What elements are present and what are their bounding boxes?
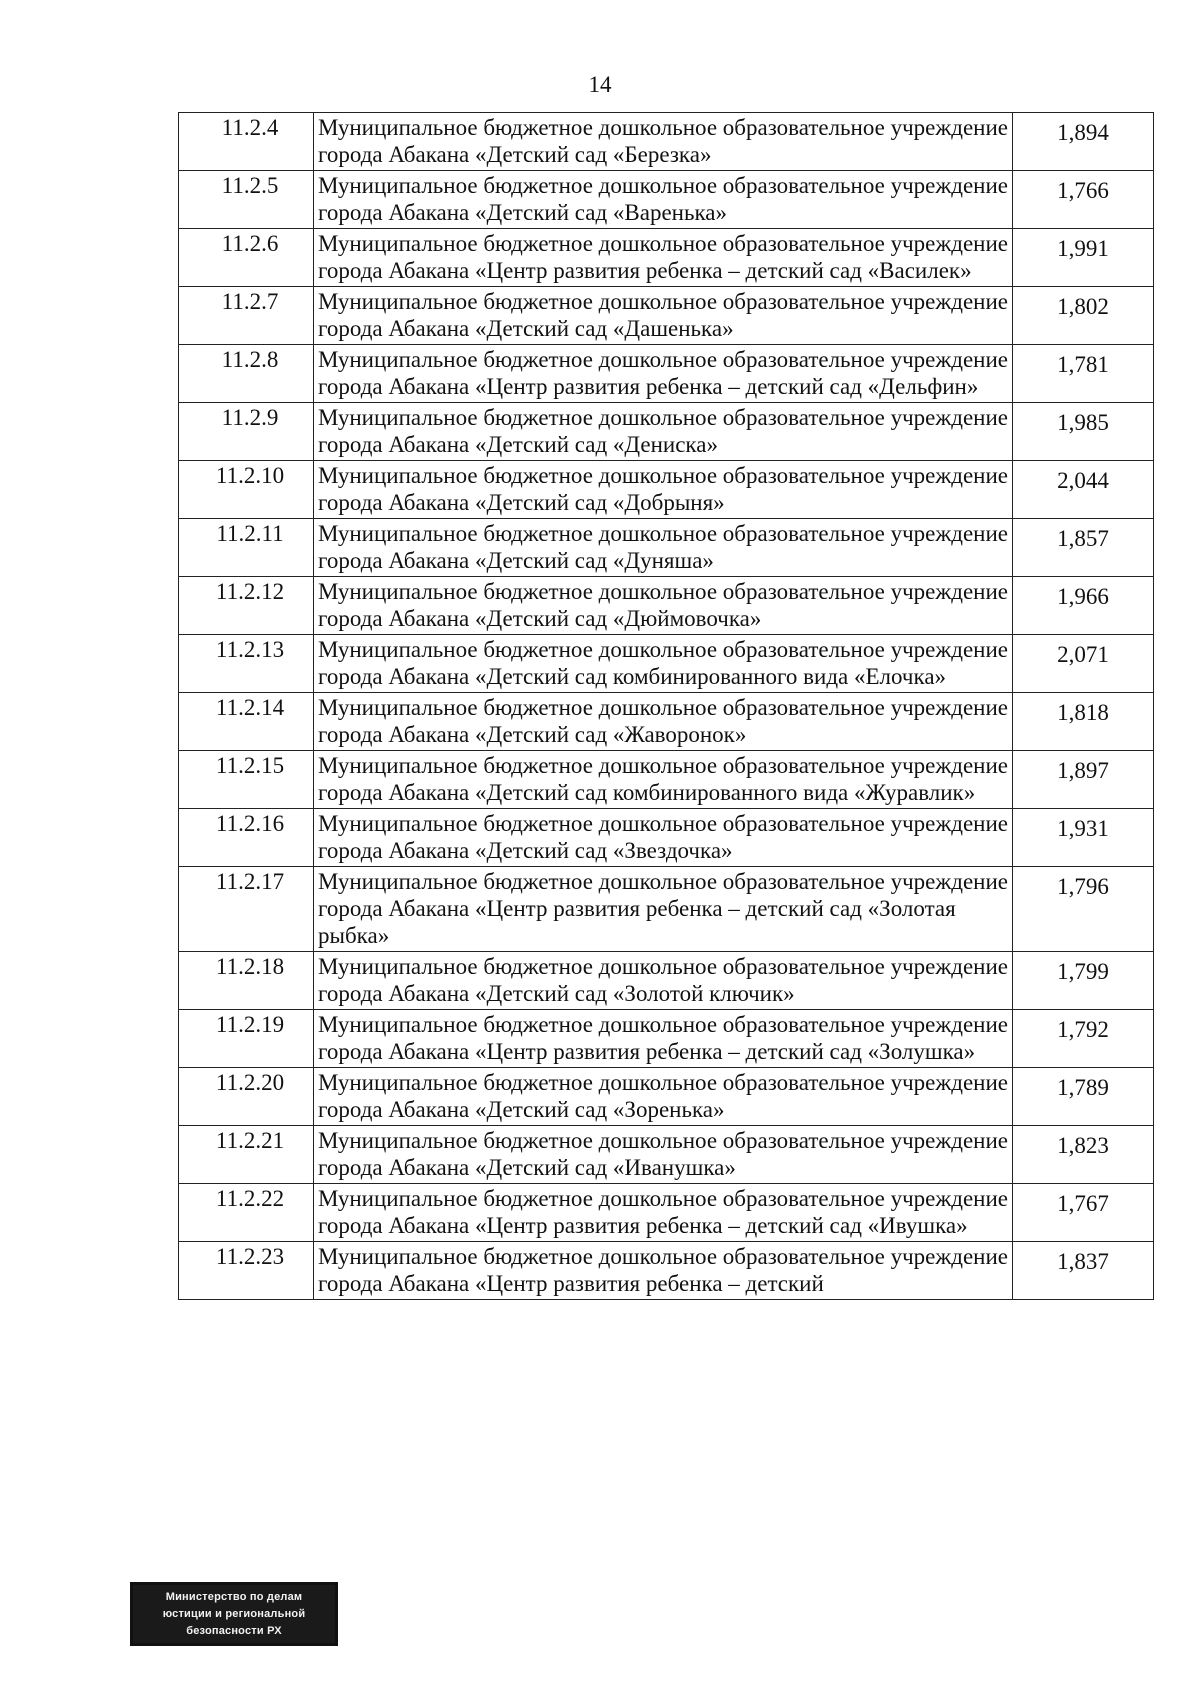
institution-name: Муниципальное бюджетное дошкольное образовательное учреждение города Абакана «Центр развития ребенка – детский: [314, 1242, 1013, 1300]
row-number: 11.2.12: [179, 577, 314, 635]
row-number: 11.2.19: [179, 1010, 314, 1068]
institution-name: Муниципальное бюджетное дошкольное образовательное учреждение города Абакана «Детский сад «Дениска»: [314, 403, 1013, 461]
table-row: [179, 809, 1154, 867]
table-row: [179, 952, 1154, 1010]
coefficient-value: 1,796: [1013, 867, 1154, 952]
coefficient-value: 1,823: [1013, 1126, 1154, 1184]
institution-name: Муниципальное бюджетное дошкольное образовательное учреждение города Абакана «Детский сад «Дюймовочка»: [314, 577, 1013, 635]
institution-name: Муниципальное бюджетное дошкольное образовательное учреждение города Абакана «Центр развития ребенка – детский сад «Золотая рыбка»: [314, 867, 1013, 952]
row-number: 11.2.23: [179, 1242, 314, 1300]
row-number: 11.2.10: [179, 461, 314, 519]
row-number: 11.2.22: [179, 1184, 314, 1242]
coefficient-value: 1,897: [1013, 751, 1154, 809]
stamp-line: юстиции и региональной: [162, 1608, 306, 1620]
table-row: [179, 635, 1154, 693]
coefficient-value: 1,966: [1013, 577, 1154, 635]
table-row: [179, 1010, 1154, 1068]
coefficient-value: 1,857: [1013, 519, 1154, 577]
row-number: 11.2.14: [179, 693, 314, 751]
coefficient-value: 1,799: [1013, 952, 1154, 1010]
table-row: [179, 867, 1154, 952]
institution-name: Муниципальное бюджетное дошкольное образовательное учреждение города Абакана «Центр развития ребенка – детский сад «Василек»: [314, 229, 1013, 287]
row-number: 11.2.21: [179, 1126, 314, 1184]
institution-name: Муниципальное бюджетное дошкольное образовательное учреждение города Абакана «Детский сад «Добрыня»: [314, 461, 1013, 519]
coefficient-value: 1,792: [1013, 1010, 1154, 1068]
row-number: 11.2.17: [179, 867, 314, 952]
institution-name: Муниципальное бюджетное дошкольное образовательное учреждение города Абакана «Детский сад «Зоренька»: [314, 1068, 1013, 1126]
table-row: [179, 1242, 1154, 1300]
table-row: [179, 751, 1154, 809]
row-number: 11.2.5: [179, 171, 314, 229]
table-row: [179, 1068, 1154, 1126]
table-row: [179, 577, 1154, 635]
table-row: [179, 229, 1154, 287]
institution-name: Муниципальное бюджетное дошкольное образовательное учреждение города Абакана «Детский сад комбинированного вида «Елочка»: [314, 635, 1013, 693]
coefficient-value: 2,071: [1013, 635, 1154, 693]
row-number: 11.2.15: [179, 751, 314, 809]
table-row: [179, 403, 1154, 461]
institutions-table: [178, 112, 1154, 1300]
row-number: 11.2.6: [179, 229, 314, 287]
coefficient-value: 1,781: [1013, 345, 1154, 403]
institution-name: Муниципальное бюджетное дошкольное образовательное учреждение города Абакана «Детский сад «Звездочка»: [314, 809, 1013, 867]
table-row: [179, 113, 1154, 171]
page-number: 14: [588, 72, 612, 97]
row-number: 11.2.4: [179, 113, 314, 171]
institution-name: Муниципальное бюджетное дошкольное образовательное учреждение города Абакана «Детский сад «Иванушка»: [314, 1126, 1013, 1184]
row-number: 11.2.7: [179, 287, 314, 345]
institution-name: Муниципальное бюджетное дошкольное образовательное учреждение города Абакана «Детский сад «Березка»: [314, 113, 1013, 171]
institution-name: Муниципальное бюджетное дошкольное образовательное учреждение города Абакана «Детский сад комбинированного вида «Журавлик»: [314, 751, 1013, 809]
coefficient-value: 1,837: [1013, 1242, 1154, 1300]
table-row: [179, 287, 1154, 345]
coefficient-value: 2,044: [1013, 461, 1154, 519]
stamp-line: безопасности РХ: [186, 1625, 282, 1637]
stamp-line: Министерство по делам: [165, 1591, 303, 1603]
coefficient-value: 1,802: [1013, 287, 1154, 345]
ministry-stamp: [130, 1582, 338, 1646]
coefficient-value: 1,818: [1013, 693, 1154, 751]
row-number: 11.2.11: [179, 519, 314, 577]
table-row: [179, 693, 1154, 751]
table-row: [179, 345, 1154, 403]
coefficient-value: 1,985: [1013, 403, 1154, 461]
row-number: 11.2.8: [179, 345, 314, 403]
institution-name: Муниципальное бюджетное дошкольное образовательное учреждение города Абакана «Центр развития ребенка – детский сад «Дельфин»: [314, 345, 1013, 403]
institution-name: Муниципальное бюджетное дошкольное образовательное учреждение города Абакана «Детский сад «Дуняша»: [314, 519, 1013, 577]
table-row: [179, 1184, 1154, 1242]
institution-name: Муниципальное бюджетное дошкольное образовательное учреждение города Абакана «Детский сад «Дашенька»: [314, 287, 1013, 345]
institution-name: Муниципальное бюджетное дошкольное образовательное учреждение города Абакана «Детский сад «Золотой ключик»: [314, 952, 1013, 1010]
table-row: [179, 1126, 1154, 1184]
table-row: [179, 171, 1154, 229]
table-body: [179, 113, 1154, 1300]
row-number: 11.2.16: [179, 809, 314, 867]
row-number: 11.2.20: [179, 1068, 314, 1126]
coefficient-value: 1,894: [1013, 113, 1154, 171]
row-number: 11.2.13: [179, 635, 314, 693]
row-number: 11.2.9: [179, 403, 314, 461]
institution-name: Муниципальное бюджетное дошкольное образовательное учреждение города Абакана «Детский сад «Жаворонок»: [314, 693, 1013, 751]
coefficient-value: 1,767: [1013, 1184, 1154, 1242]
institution-name: Муниципальное бюджетное дошкольное образовательное учреждение города Абакана «Центр развития ребенка – детский сад «Ивушка»: [314, 1184, 1013, 1242]
coefficient-value: 1,991: [1013, 229, 1154, 287]
table-row: [179, 519, 1154, 577]
table-row: [179, 461, 1154, 519]
institution-name: Муниципальное бюджетное дошкольное образовательное учреждение города Абакана «Центр развития ребенка – детский сад «Золушка»: [314, 1010, 1013, 1068]
coefficient-value: 1,931: [1013, 809, 1154, 867]
row-number: 11.2.18: [179, 952, 314, 1010]
coefficient-value: 1,789: [1013, 1068, 1154, 1126]
coefficient-value: 1,766: [1013, 171, 1154, 229]
institution-name: Муниципальное бюджетное дошкольное образовательное учреждение города Абакана «Детский сад «Варенька»: [314, 171, 1013, 229]
